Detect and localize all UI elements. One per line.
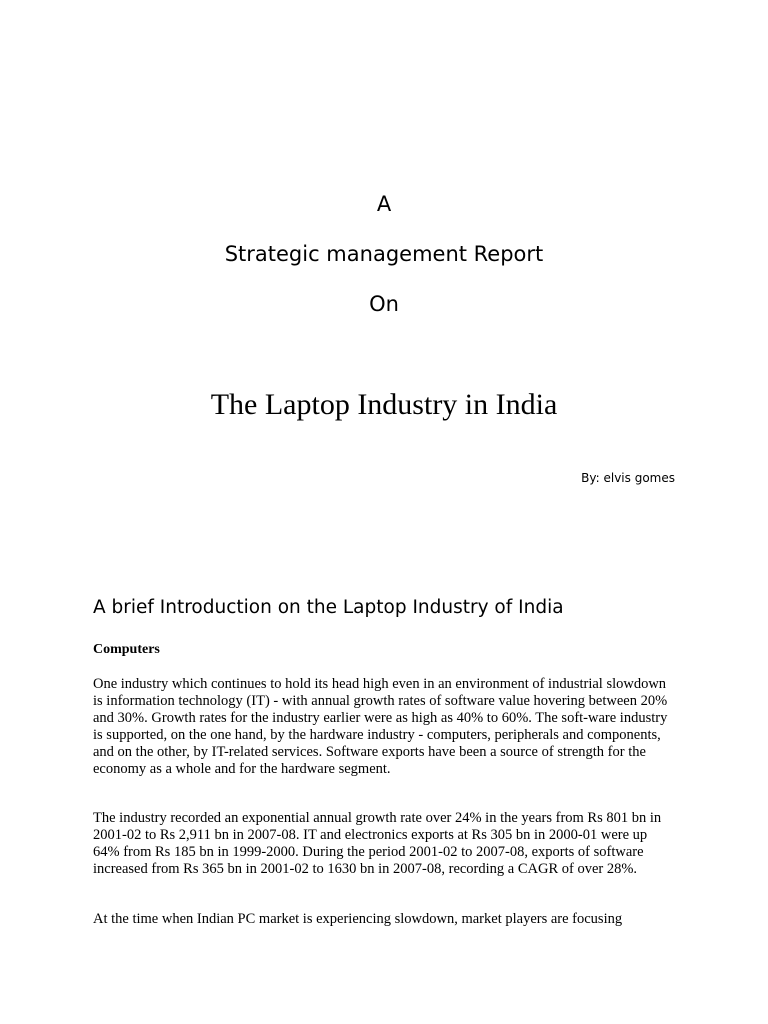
cover-line-a: A	[376, 192, 392, 216]
document-title: The Laptop Industry in India	[210, 388, 558, 421]
author-byline: By: elvis gomes	[581, 471, 675, 485]
paragraph-text: The industry recorded an exponential annual growth rate over 24% in the years from Rs 801 bn in 2001-02 to Rs 2,911 bn in 2007-08. IT and electronics exports at Rs 305 bn in 2000-01 were up 64% from Rs 185 bn in 1999-2000. During the period 2001-02 to 2007-08, exports of software increased from Rs 365 bn in 2001-02 to 1630 bn in 2007-08, recording a CAGR of over 28%.	[93, 810, 662, 877]
cover-line-report: Strategic management Report	[224, 242, 544, 266]
section-subheading: Computers	[93, 642, 160, 657]
paragraph-1	[93, 676, 673, 777]
paragraph-text: At the time when Indian PC market is experiencing slowdown, market players are focusing	[93, 911, 623, 927]
paragraph-3	[93, 911, 673, 928]
section-heading: A brief Introduction on the Laptop Industry of India	[93, 597, 564, 618]
cover-line-on: On	[369, 292, 399, 316]
paragraph-2	[93, 810, 673, 878]
paragraph-text: One industry which continues to hold its head high even in an environment of industrial slowdown is information technology (IT) - with annual growth rates of software value hovering between 20% and 30%. Growth rates for the industry earlier were as high as 40% to 60%. The soft-ware industry is supported, on the one hand, by the hardware industry - computers, peripherals and components, and on the other, by IT-related services. Software exports have been a source of strength for the economy as a whole and for the hardware segment.	[93, 676, 668, 777]
